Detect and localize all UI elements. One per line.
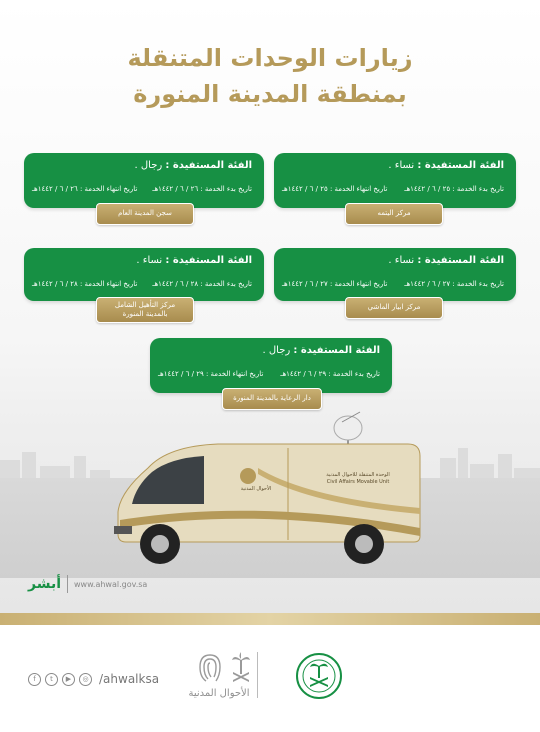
location-tag: مركز التأهيل الشامل بالمدينة المنورة: [96, 297, 194, 323]
website-url: www.ahwal.gov.sa: [74, 579, 148, 589]
footer-brand-text: الأحوال المدنية: [188, 688, 250, 699]
palm-swords-emblem-icon: [230, 652, 252, 684]
title-line-2: بمنطقة المدينة المنورة: [133, 80, 407, 108]
visit-card: [150, 338, 392, 393]
category: الفئة المستفيدة : نساء .: [136, 255, 252, 266]
location-tag: سجن المدينة العام: [96, 203, 194, 225]
absher-logo: أبشر: [28, 576, 62, 592]
instagram-icon[interactable]: ◎: [79, 673, 92, 686]
footer-divider: [257, 652, 258, 698]
category: الفئة المستفيدة : نساء .: [388, 160, 504, 171]
ministry-emblem-icon: [296, 653, 342, 699]
dates: تاريخ بدء الخدمة : ٢٦ / ٦ / ١٤٤٢هـ تاريخ انتهاء الخدمة : ٢٦ / ٦ / ١٤٤٢هـ: [32, 185, 252, 193]
facebook-icon[interactable]: f: [28, 673, 41, 686]
divider: [67, 575, 68, 593]
social-links: [28, 672, 159, 686]
fingerprint-logo-icon: [196, 651, 224, 683]
title-line-1: زيارات الوحدات المتنقلة: [127, 44, 413, 72]
dates: تاريخ بدء الخدمة : ٢٥ / ٦ / ١٤٤٢هـ تاريخ انتهاء الخدمة : ٢٥ / ٦ / ١٤٤٢هـ: [282, 185, 504, 193]
location-tag: مركز ابيار الماشي: [345, 297, 443, 319]
location-tag: مركز اليتمه: [345, 203, 443, 225]
social-handle[interactable]: /ahwalksa: [99, 672, 160, 686]
youtube-icon[interactable]: ▶: [62, 673, 75, 686]
category: الفئة المستفيدة : نساء .: [388, 255, 504, 266]
category: الفئة المستفيدة : رجال .: [134, 160, 252, 171]
absher-branding: [28, 575, 147, 593]
visit-card: [24, 248, 264, 301]
dates: تاريخ بدء الخدمة : ٢٧ / ٦ / ١٤٤٢هـ تاريخ انتهاء الخدمة : ٢٧ / ٦ / ١٤٤٢هـ: [282, 280, 504, 288]
dates: تاريخ بدء الخدمة : ٢٨ / ٦ / ١٤٤٢هـ تاريخ انتهاء الخدمة : ٢٨ / ٦ / ١٤٤٢هـ: [32, 280, 252, 288]
location-tag: دار الرعاية بالمدينة المنورة: [222, 388, 322, 410]
van-unit-text: الوحدة المتنقلة للاحوال المدنية Civil Affairs Movable Unit: [326, 472, 390, 485]
mobile-unit-van: [108, 408, 433, 578]
visit-card: [274, 153, 516, 208]
gold-divider: [0, 613, 540, 625]
visit-card: [24, 153, 264, 208]
dates: تاريخ بدء الخدمة : ٢٩ / ٦ / ١٤٤٢هـ تاريخ انتهاء الخدمة : ٢٩ / ٦ / ١٤٤٢هـ: [158, 370, 380, 378]
van-brand-text: الأحوال المدنية: [240, 486, 272, 492]
twitter-icon[interactable]: t: [45, 673, 58, 686]
category: الفئة المستفيدة : رجال .: [262, 345, 380, 356]
visit-card: [274, 248, 516, 301]
